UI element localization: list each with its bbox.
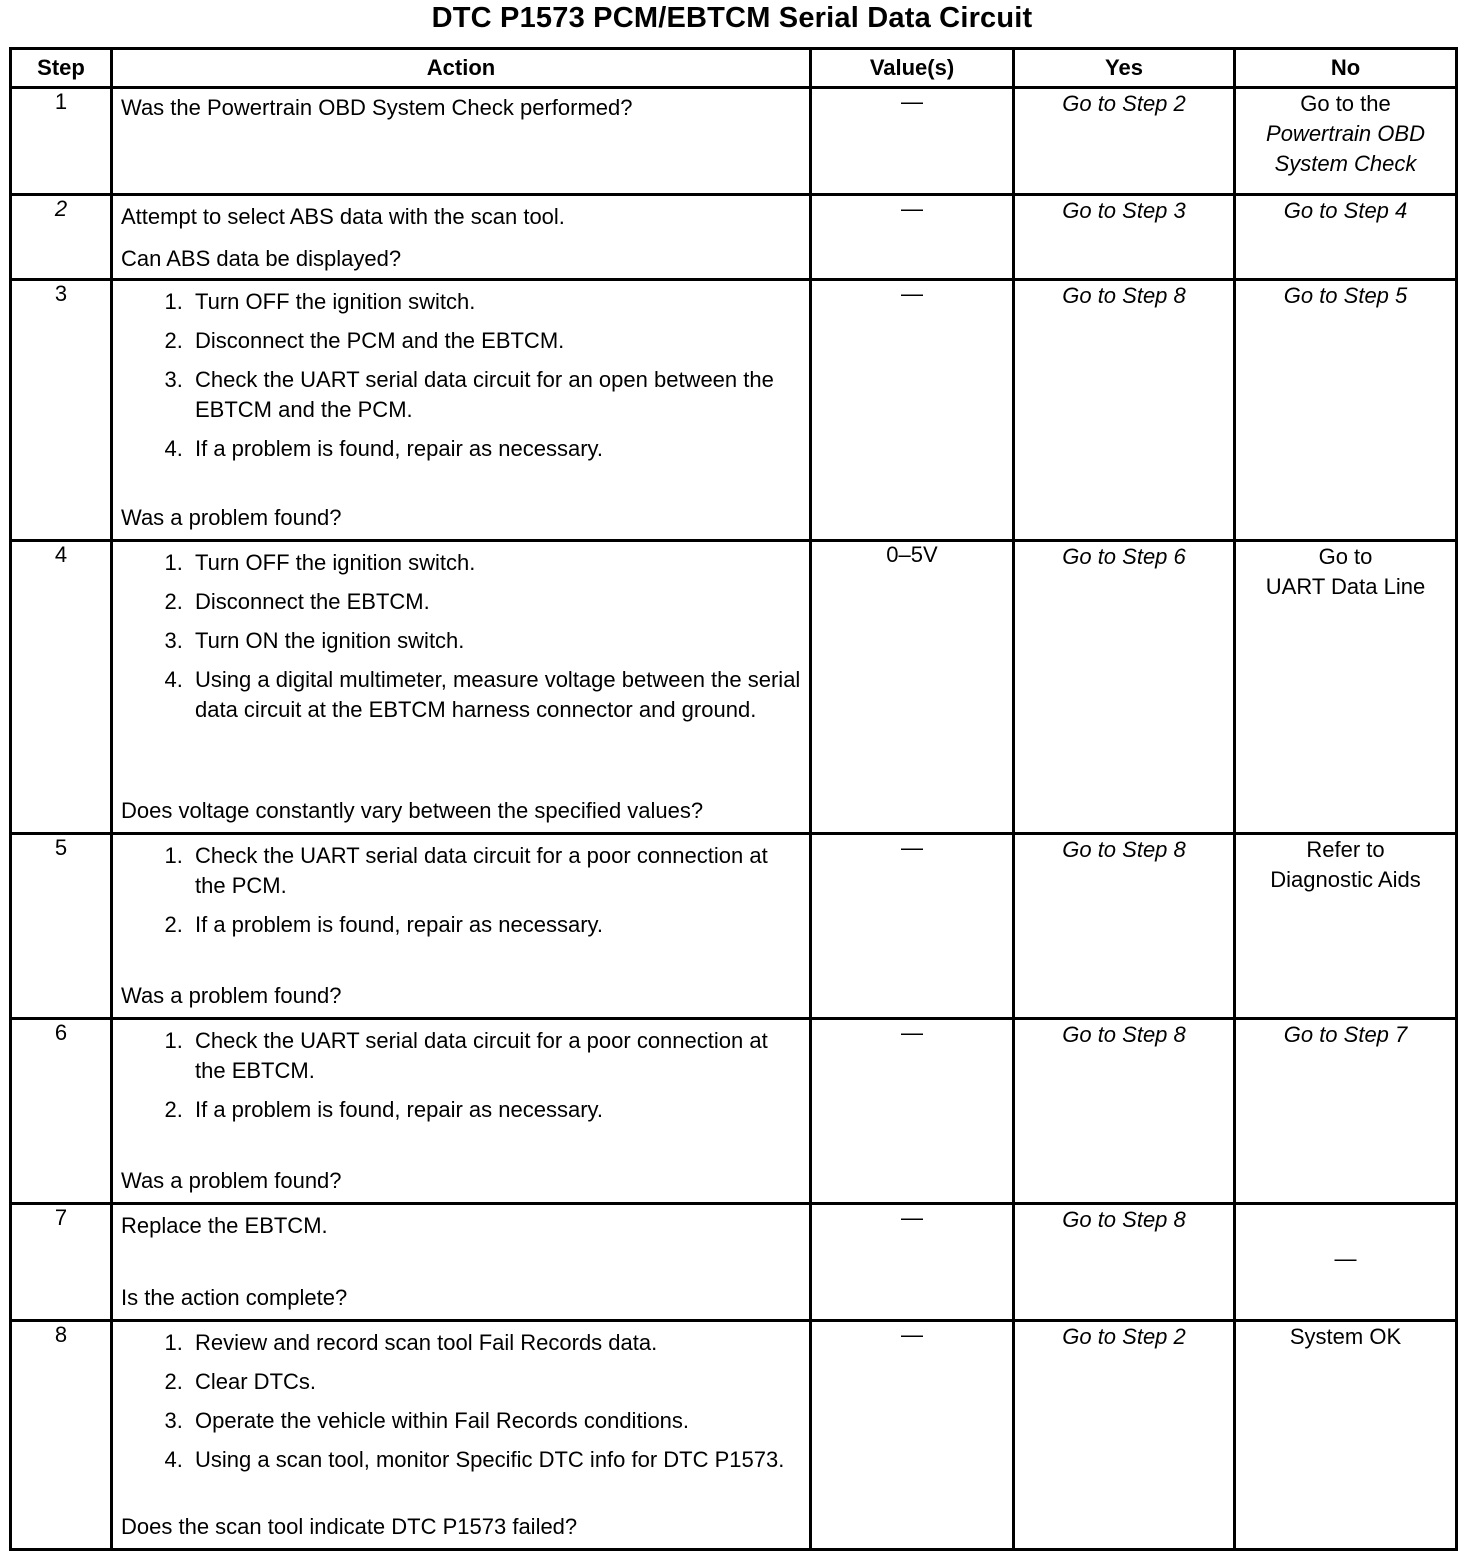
value-cell: — <box>811 88 1014 195</box>
action-cell <box>112 195 811 280</box>
action-steps <box>121 841 801 940</box>
action-cell <box>112 280 811 541</box>
action-intro: Replace the EBTCM. <box>121 1213 328 1238</box>
no-cell: System OK <box>1235 1321 1457 1550</box>
step-number: 6 <box>11 1019 112 1204</box>
step-number: 4 <box>11 541 112 834</box>
action-cell <box>112 88 811 195</box>
action-cell <box>112 1321 811 1550</box>
action-question: Was a problem found? <box>121 983 342 1008</box>
action-steps <box>121 548 801 725</box>
table-header-row <box>11 49 1457 88</box>
list-item: 2. Disconnect the EBTCM. <box>189 587 801 617</box>
action-question: Does voltage constantly vary between the specified values? <box>121 798 704 823</box>
value-cell: — <box>811 280 1014 541</box>
no-line: Go to <box>1318 544 1373 569</box>
action-question: Was a problem found? <box>121 1168 342 1193</box>
action-question: Does the scan tool indicate DTC P1573 failed? <box>121 1514 578 1539</box>
table-row <box>11 1204 1457 1321</box>
list-item: 4. Using a digital multimeter, measure voltage between the serial data circuit at the EBTCM harness connector and ground. <box>189 665 801 725</box>
step-number-text: 2 <box>54 196 68 221</box>
action-cell <box>112 834 811 1019</box>
no-line: Diagnostic Aids <box>1270 867 1421 892</box>
no-line: System Check <box>1274 151 1417 176</box>
yes-cell: Go to Step 8 <box>1014 1204 1235 1321</box>
step-number: 3 <box>11 280 112 541</box>
yes-cell: Go to Step 2 <box>1014 88 1235 195</box>
no-cell: — <box>1235 1204 1457 1321</box>
step-number: 7 <box>11 1204 112 1321</box>
header-yes: Yes <box>1014 49 1235 88</box>
list-item: 3. Operate the vehicle within Fail Records conditions. <box>189 1406 801 1436</box>
list-item: 4. Using a scan tool, monitor Specific DTC info for DTC P1573. <box>189 1445 801 1475</box>
no-line: UART Data Line <box>1265 574 1426 599</box>
list-item: 1. Turn OFF the ignition switch. <box>189 548 801 578</box>
list-item: 2. Clear DTCs. <box>189 1367 801 1397</box>
action-cell <box>112 541 811 834</box>
table-row <box>11 1019 1457 1204</box>
diagnostic-table <box>9 47 1458 1551</box>
table-row <box>11 88 1457 195</box>
list-item: 1. Turn OFF the ignition switch. <box>189 287 801 317</box>
value-cell: 0–5V <box>811 541 1014 834</box>
action-cell <box>112 1204 811 1321</box>
action-intro: Attempt to select ABS data with the scan tool. <box>121 204 565 229</box>
value-cell: — <box>811 1321 1014 1550</box>
no-line: Go to the <box>1300 91 1391 116</box>
action-question: Was a problem found? <box>121 505 342 530</box>
yes-cell: Go to Step 3 <box>1014 195 1235 280</box>
list-item: 1. Check the UART serial data circuit for a poor connection at the EBTCM. <box>189 1026 801 1086</box>
no-cell <box>1235 1019 1457 1204</box>
yes-cell: Go to Step 8 <box>1014 834 1235 1019</box>
step-number <box>11 195 112 280</box>
no-cell <box>1235 280 1457 541</box>
step-number: 1 <box>11 88 112 195</box>
no-text: Go to Step 5 <box>1283 283 1408 308</box>
table-row <box>11 541 1457 834</box>
no-cell <box>1235 88 1457 195</box>
no-cell <box>1235 834 1457 1019</box>
yes-cell: Go to Step 2 <box>1014 1321 1235 1550</box>
action-question: Was the Powertrain OBD System Check performed? <box>121 95 633 120</box>
value-cell: — <box>811 1204 1014 1321</box>
header-no: No <box>1235 49 1457 88</box>
table-row <box>11 280 1457 541</box>
table-row <box>11 1321 1457 1550</box>
step-number: 5 <box>11 834 112 1019</box>
action-cell <box>112 1019 811 1204</box>
list-item: 3. Turn ON the ignition switch. <box>189 626 801 656</box>
action-steps <box>121 1026 801 1125</box>
yes-cell: Go to Step 6 <box>1014 541 1235 834</box>
value-cell: — <box>811 195 1014 280</box>
list-item: 1. Check the UART serial data circuit for a poor connection at the PCM. <box>189 841 801 901</box>
list-item: 1. Review and record scan tool Fail Records data. <box>189 1328 801 1358</box>
no-text: Go to Step 7 <box>1283 1022 1408 1047</box>
value-cell: — <box>811 834 1014 1019</box>
header-values: Value(s) <box>811 49 1014 88</box>
action-steps <box>121 287 801 464</box>
table-row <box>11 195 1457 280</box>
list-item: 2. If a problem is found, repair as necessary. <box>189 1095 801 1125</box>
header-action: Action <box>112 49 811 88</box>
yes-cell: Go to Step 8 <box>1014 1019 1235 1204</box>
action-steps <box>121 1328 801 1475</box>
no-text: Go to Step 4 <box>1283 198 1408 223</box>
no-line: Refer to <box>1306 837 1385 862</box>
no-line: Powertrain OBD <box>1266 121 1425 146</box>
action-question: Is the action complete? <box>121 1285 348 1310</box>
page-title: DTC P1573 PCM/EBTCM Serial Data Circuit <box>431 2 1033 34</box>
list-item: 4. If a problem is found, repair as necessary. <box>189 434 801 464</box>
action-question: Can ABS data be displayed? <box>121 246 402 271</box>
table-row <box>11 834 1457 1019</box>
list-item: 2. If a problem is found, repair as necessary. <box>189 910 801 940</box>
no-cell <box>1235 195 1457 280</box>
yes-cell: Go to Step 8 <box>1014 280 1235 541</box>
list-item: 3. Check the UART serial data circuit for an open between the EBTCM and the PCM. <box>189 365 801 425</box>
step-number: 8 <box>11 1321 112 1550</box>
list-item: 2. Disconnect the PCM and the EBTCM. <box>189 326 801 356</box>
value-cell: — <box>811 1019 1014 1204</box>
header-step: Step <box>11 49 112 88</box>
no-cell <box>1235 541 1457 834</box>
